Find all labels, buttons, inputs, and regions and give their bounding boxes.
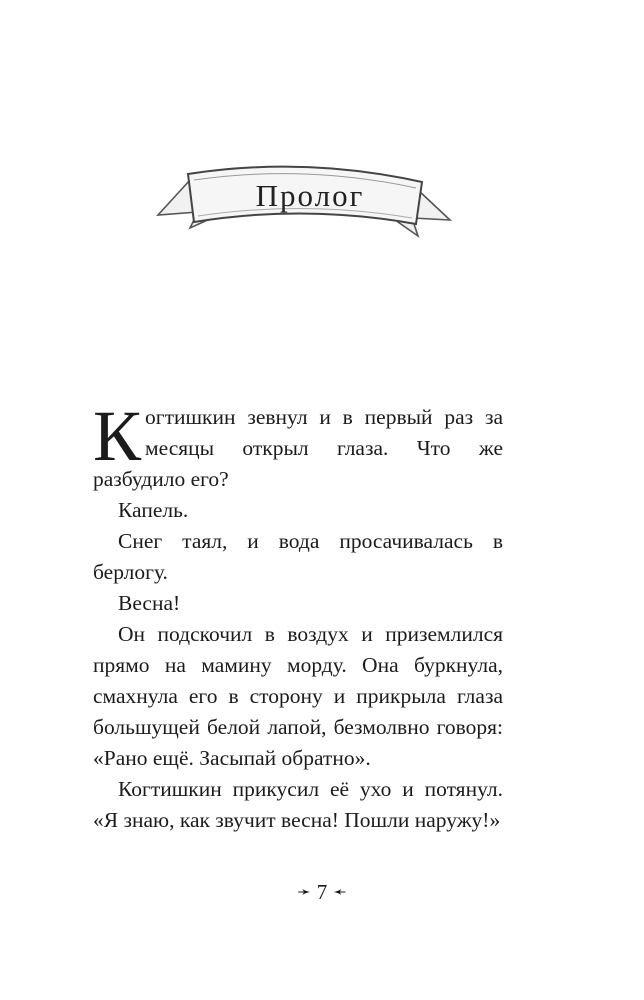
left-ornament-icon: ➛ — [297, 884, 311, 901]
paragraph: Капель. — [118, 498, 189, 522]
paragraph-text: огтишкин зевнул и в первый раз за месяцы открыл глаза. Что же разбудило его? — [93, 405, 503, 491]
chapter-title: Пролог — [255, 178, 365, 213]
paragraph: Он подскочил в воздух и приземлился прямо на мамину морду. Она буркнула, смахнула его в сторону и прикрыла глаза большущей белой лапой, безмолвно говоря: «Рано ещё. Засыпай обратно». — [93, 622, 503, 770]
page-footer — [0, 880, 644, 905]
paragraph — [93, 396, 503, 495]
right-ornament-icon: ➛ — [333, 884, 347, 901]
prologue-banner — [150, 160, 460, 240]
paragraph: Снег таял, и вода просачивалась в берлогу. — [93, 529, 503, 584]
prologue-text — [93, 396, 503, 836]
drop-cap: К — [93, 396, 142, 476]
page-number: 7 — [316, 880, 328, 904]
paragraph: Когтишкин прикусил её ухо и потянул. «Я знаю, как звучит весна! Пошли наружу!» — [93, 777, 503, 832]
paragraph: Весна! — [118, 591, 181, 615]
